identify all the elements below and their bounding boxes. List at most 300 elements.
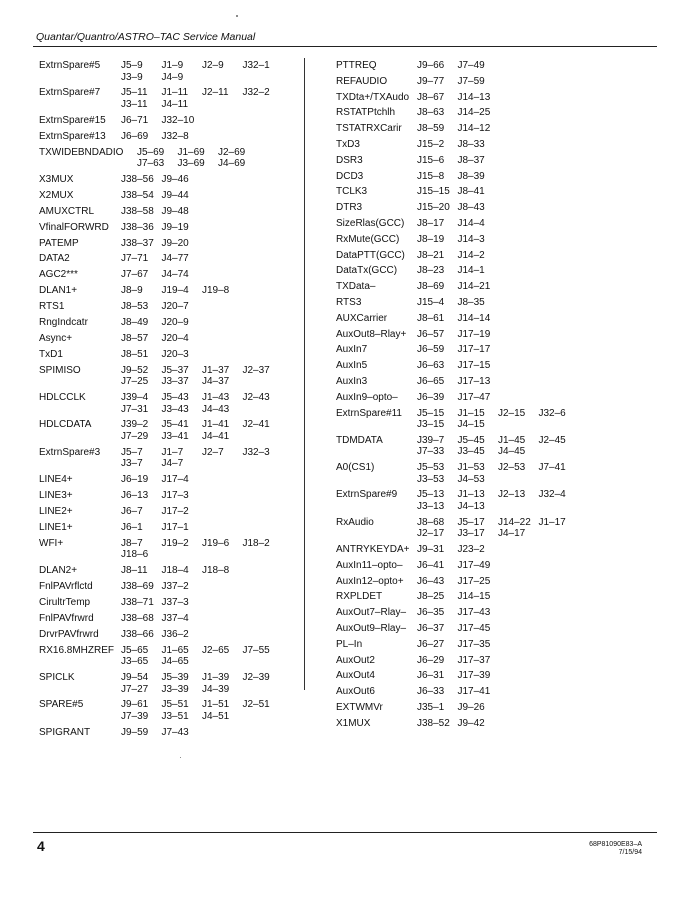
connector-pins xyxy=(417,155,656,167)
pin-ref: J3–17 xyxy=(457,528,485,540)
pin-ref: J1–69 xyxy=(177,146,205,158)
pin-ref: J39–4 xyxy=(121,392,149,404)
signal-row xyxy=(39,645,339,668)
pin-ref: J35–1 xyxy=(417,701,445,713)
connector-pins xyxy=(121,87,339,110)
pin-line xyxy=(137,147,339,159)
connector-pins xyxy=(417,639,656,651)
signal-name: ExtrnSpare#15 xyxy=(39,114,106,126)
pin-ref: J6–69 xyxy=(121,130,149,142)
pin-line xyxy=(417,462,656,474)
pin-ref: J3–69 xyxy=(177,158,205,170)
pin-ref: J7–25 xyxy=(121,376,149,388)
signal-row xyxy=(336,517,656,540)
scan-speck xyxy=(180,757,181,758)
pin-line xyxy=(417,171,656,183)
pin-line xyxy=(417,544,656,556)
signal-row xyxy=(336,281,656,293)
connector-pins xyxy=(121,672,339,695)
pin-line xyxy=(121,656,339,668)
pin-ref: J17–39 xyxy=(457,670,491,682)
pin-line xyxy=(121,565,339,577)
pin-line xyxy=(121,72,339,84)
pin-line xyxy=(121,684,339,696)
signal-row xyxy=(336,560,656,572)
signal-name: AuxIn9–opto– xyxy=(336,391,398,403)
pin-ref: J38–66 xyxy=(121,628,154,640)
pin-ref: J4–41 xyxy=(202,430,230,442)
signal-name: LINE1+ xyxy=(39,521,73,533)
pin-line xyxy=(417,265,656,277)
pin-ref: J14–12 xyxy=(457,123,491,135)
pin-ref: J32–2 xyxy=(242,87,270,99)
signal-name: AuxOut6 xyxy=(336,686,375,698)
connector-pins xyxy=(121,317,339,329)
connector-pins xyxy=(121,392,339,415)
connector-pins xyxy=(417,360,656,372)
connector-pins xyxy=(121,131,339,143)
connector-pins xyxy=(121,727,339,739)
pin-line xyxy=(121,629,339,641)
pin-ref: J2–41 xyxy=(242,419,270,431)
connector-pins xyxy=(121,629,339,641)
pin-ref: J8–35 xyxy=(457,296,485,308)
pin-ref: J17–1 xyxy=(161,521,189,533)
pin-ref: J7–67 xyxy=(121,269,149,281)
signal-row xyxy=(336,607,656,619)
pin-ref: J4–69 xyxy=(218,158,246,170)
signal-name: SPIMISO xyxy=(39,364,81,376)
pin-ref: J2–11 xyxy=(202,87,229,99)
signal-name: AUXCarrier xyxy=(336,312,388,324)
pin-line xyxy=(417,123,656,135)
signal-name: TXWIDEBNDADIO xyxy=(39,146,124,158)
pin-ref: J17–15 xyxy=(457,360,491,372)
signal-row xyxy=(39,581,339,593)
pin-ref: J7–31 xyxy=(121,403,149,415)
pin-ref: J8–21 xyxy=(417,249,445,261)
pin-ref: J4–53 xyxy=(457,473,485,485)
pin-ref: J4–13 xyxy=(457,500,485,512)
connector-pins xyxy=(417,702,656,714)
pin-ref: J8–53 xyxy=(121,301,149,313)
pin-ref: J17–25 xyxy=(457,575,491,587)
pin-ref: J9–48 xyxy=(161,205,189,217)
connector-pins xyxy=(121,538,339,561)
signal-name: ExtrnSpare#11 xyxy=(336,407,402,419)
signal-name: PATEMP xyxy=(39,237,79,249)
connector-pins xyxy=(417,376,656,388)
pin-ref: J8–57 xyxy=(121,332,149,344)
pin-ref: J8–43 xyxy=(457,202,485,214)
signal-name: TXDta+/TXAudo xyxy=(336,91,410,103)
connector-pins xyxy=(417,576,656,588)
pin-ref: J1–39 xyxy=(202,672,230,683)
document-number xyxy=(589,841,642,857)
pin-line xyxy=(121,522,339,534)
pin-ref: J5–51 xyxy=(161,699,189,711)
pin-ref: J6–63 xyxy=(417,360,445,372)
signal-row xyxy=(39,115,339,127)
pin-line xyxy=(121,711,339,723)
pin-ref: J14–25 xyxy=(457,107,491,119)
signal-name: AMUXCTRL xyxy=(39,205,95,217)
pin-line xyxy=(121,538,339,550)
pin-ref: J4–65 xyxy=(161,656,189,668)
connector-pins xyxy=(121,419,339,442)
pin-ref: J1–7 xyxy=(161,446,184,458)
pin-ref: J3–65 xyxy=(121,656,149,668)
signal-row xyxy=(336,376,656,388)
signal-name: DSR3 xyxy=(336,154,363,166)
pin-line xyxy=(121,60,339,72)
signal-row xyxy=(336,202,656,214)
signal-row xyxy=(39,506,339,518)
pin-ref: J17–37 xyxy=(457,654,491,666)
pin-ref: J7–29 xyxy=(121,430,149,442)
pin-line xyxy=(417,623,656,635)
signal-row xyxy=(39,419,339,442)
signal-row xyxy=(39,285,339,297)
signal-row xyxy=(336,92,656,104)
signal-name: VfinalFORWRD xyxy=(39,221,109,233)
signal-name: AuxIn5 xyxy=(336,360,368,372)
signal-row xyxy=(336,623,656,635)
pin-line xyxy=(121,597,339,609)
pin-ref: J20–4 xyxy=(161,332,189,344)
signal-name: RxAudio xyxy=(336,516,374,528)
pin-ref: J6–35 xyxy=(417,607,445,619)
signal-row xyxy=(39,597,339,609)
pin-ref: J7–63 xyxy=(137,158,165,170)
pin-ref: J3–15 xyxy=(417,419,445,431)
pin-ref: J38–69 xyxy=(121,581,154,593)
signal-name: WFI+ xyxy=(39,537,64,549)
pin-ref: J9–52 xyxy=(121,364,149,376)
signal-name: TCLK3 xyxy=(336,186,368,198)
signal-row xyxy=(336,655,656,667)
pin-ref: J2–51 xyxy=(242,699,270,711)
signal-row xyxy=(336,218,656,230)
signal-row xyxy=(336,686,656,698)
pin-ref: J32–1 xyxy=(242,60,270,71)
signal-row xyxy=(39,699,339,722)
pin-line xyxy=(121,99,339,111)
signal-row xyxy=(39,349,339,361)
signal-row xyxy=(39,317,339,329)
pin-ref: J7–27 xyxy=(121,683,149,695)
pin-ref: J14–3 xyxy=(457,233,485,245)
pin-ref: J5–13 xyxy=(417,489,445,501)
pin-line xyxy=(417,576,656,588)
pin-ref: J8–23 xyxy=(417,265,445,277)
signal-row xyxy=(39,147,339,170)
signal-name: TxD1 xyxy=(39,348,63,360)
pin-ref: J15–15 xyxy=(417,186,450,198)
pin-line xyxy=(417,76,656,88)
pin-ref: J32–4 xyxy=(538,489,566,501)
pin-line xyxy=(121,253,339,265)
signal-name: AuxOut4 xyxy=(336,670,375,682)
pin-ref: J7–71 xyxy=(121,253,149,265)
connector-pins xyxy=(417,250,656,262)
pin-line xyxy=(121,506,339,518)
pin-line xyxy=(417,686,656,698)
signal-row xyxy=(336,639,656,651)
connector-pins xyxy=(417,123,656,135)
pin-line xyxy=(417,250,656,262)
pin-line xyxy=(417,501,656,513)
pin-ref: J9–19 xyxy=(161,221,189,233)
connector-pins xyxy=(121,613,339,625)
signal-row xyxy=(39,238,339,250)
pin-ref: J2–39 xyxy=(242,672,270,683)
signal-name: DLAN1+ xyxy=(39,285,78,297)
pin-ref: J38–37 xyxy=(121,237,154,249)
signal-name: PTTREQ xyxy=(336,60,377,71)
pin-line xyxy=(121,672,339,684)
pin-ref: J4–9 xyxy=(161,71,184,83)
connector-pins xyxy=(417,623,656,635)
connector-pins xyxy=(417,329,656,341)
signal-name: CirultrTemp xyxy=(39,596,91,608)
signal-row xyxy=(39,174,339,186)
signal-row xyxy=(39,629,339,641)
pin-ref: J14–21 xyxy=(457,281,491,293)
pin-ref: J7–59 xyxy=(457,75,485,87)
pin-line xyxy=(417,474,656,486)
connector-pins xyxy=(417,313,656,325)
signal-name: AGC2*** xyxy=(39,269,78,281)
pin-ref: J39–2 xyxy=(121,419,149,431)
signal-name: ExtrnSpare#9 xyxy=(336,489,398,501)
pin-ref: J9–46 xyxy=(161,173,189,185)
pin-ref: J9–20 xyxy=(161,237,189,249)
pin-line xyxy=(121,490,339,502)
pin-ref: J3–51 xyxy=(161,710,189,722)
pin-ref: J3–43 xyxy=(161,403,189,415)
connector-pins xyxy=(121,522,339,534)
signal-name: AuxOut9–Rlay– xyxy=(336,623,407,634)
pin-ref: J5–39 xyxy=(161,672,189,683)
pin-ref: J4–17 xyxy=(498,528,526,540)
pin-ref: J2–7 xyxy=(202,446,224,458)
connector-pins xyxy=(417,435,656,458)
signal-row xyxy=(39,565,339,577)
pin-ref: J9–42 xyxy=(457,717,485,729)
signal-name: RTS3 xyxy=(336,296,362,308)
connector-pins xyxy=(121,301,339,313)
pin-ref: J5–69 xyxy=(137,146,165,158)
pin-ref: J2–37 xyxy=(242,364,270,376)
signal-row xyxy=(336,250,656,262)
pin-ref: J7–41 xyxy=(538,462,566,474)
signal-name: DataPTT(GCC) xyxy=(336,249,405,261)
pin-line xyxy=(121,87,339,99)
pin-ref: J14–14 xyxy=(457,312,491,324)
pin-ref: J1–37 xyxy=(202,364,230,376)
pin-ref: J5–17 xyxy=(457,516,485,528)
pin-ref: J6–7 xyxy=(121,505,143,517)
pin-line xyxy=(417,408,656,420)
connector-pins xyxy=(417,218,656,230)
pin-ref: J5–11 xyxy=(121,87,148,99)
pin-ref: J6–37 xyxy=(417,623,445,634)
pin-ref: J38–52 xyxy=(417,717,450,729)
pin-line xyxy=(417,607,656,619)
pin-ref: J14–22 xyxy=(498,516,531,528)
pin-line xyxy=(121,131,339,143)
signal-row xyxy=(336,60,656,72)
pin-ref: J20–9 xyxy=(161,316,189,328)
connector-pins xyxy=(121,597,339,609)
pin-ref: J6–19 xyxy=(121,474,149,486)
pin-line xyxy=(417,202,656,214)
pin-line xyxy=(121,376,339,388)
pin-ref: J8–51 xyxy=(121,348,149,360)
signal-row xyxy=(336,107,656,119)
signal-row xyxy=(39,269,339,281)
pin-ref: J1–45 xyxy=(498,434,526,446)
connector-pins xyxy=(121,581,339,593)
pin-line xyxy=(417,344,656,356)
pin-ref: J6–27 xyxy=(417,638,445,650)
signal-row xyxy=(39,253,339,265)
pin-ref: J8–63 xyxy=(417,107,445,119)
signal-name: AuxOut2 xyxy=(336,654,375,666)
pin-ref: J1–15 xyxy=(457,407,485,419)
pin-ref: J6–29 xyxy=(417,654,445,666)
connector-pins xyxy=(121,253,339,265)
connector-pins xyxy=(417,489,656,512)
signal-name: TSTATRXCarir xyxy=(336,123,402,135)
pin-line xyxy=(137,158,339,170)
signal-row xyxy=(39,333,339,345)
pin-line xyxy=(121,269,339,281)
connector-pins xyxy=(417,544,656,556)
pin-ref: J5–7 xyxy=(121,446,143,458)
pin-ref: J8–25 xyxy=(417,591,445,603)
connector-pins xyxy=(417,462,656,485)
signal-name: DLAN2+ xyxy=(39,565,78,577)
pin-line xyxy=(417,489,656,501)
signal-name: RSTATPtchlh xyxy=(336,107,396,119)
pin-ref: J2–53 xyxy=(498,462,526,474)
pin-ref: J17–35 xyxy=(457,638,491,650)
pin-ref: J4–7 xyxy=(161,458,184,470)
signal-name: RXPLDET xyxy=(336,591,383,603)
pin-ref: J5–9 xyxy=(121,60,143,71)
pin-ref: J17–41 xyxy=(457,686,491,698)
pin-line xyxy=(417,446,656,458)
connector-pins xyxy=(417,92,656,104)
pin-ref: J4–39 xyxy=(202,683,230,695)
signal-row xyxy=(39,447,339,470)
pin-ref: J9–31 xyxy=(417,544,445,556)
pin-ref: J4–43 xyxy=(202,403,230,415)
pin-ref: J3–37 xyxy=(161,376,189,388)
pin-ref: J38–71 xyxy=(121,596,154,608)
pin-line xyxy=(417,591,656,603)
signal-name: RngIndcatr xyxy=(39,316,88,328)
pin-ref: J37–2 xyxy=(161,581,189,593)
signal-name: DCD3 xyxy=(336,170,364,182)
connector-pins xyxy=(417,560,656,572)
signal-row xyxy=(39,538,339,561)
connector-pins xyxy=(417,344,656,356)
pin-ref: J5–41 xyxy=(161,419,189,431)
pin-line xyxy=(121,301,339,313)
pin-ref: J2–65 xyxy=(202,644,230,656)
signal-name: AuxIn3 xyxy=(336,375,368,387)
connector-pins xyxy=(121,115,339,127)
signal-name: Async+ xyxy=(39,332,73,344)
signal-name: HDLCCLK xyxy=(39,392,86,404)
signal-name: FnlPAVrflctd xyxy=(39,581,93,593)
pin-ref: J4–45 xyxy=(498,446,526,458)
pin-ref: J38–68 xyxy=(121,612,154,624)
pin-ref: J17–17 xyxy=(457,344,491,356)
pin-ref: J5–43 xyxy=(161,392,189,404)
signal-name: TXData– xyxy=(336,281,376,293)
signal-row xyxy=(39,301,339,313)
signal-name: ExtrnSpare#13 xyxy=(39,130,106,142)
pin-ref: J2–17 xyxy=(417,528,445,540)
pin-ref: J4–77 xyxy=(161,253,189,265)
signal-row xyxy=(336,702,656,714)
pin-ref: J1–53 xyxy=(457,462,485,474)
footer-rule xyxy=(33,832,657,833)
pin-ref: J17–13 xyxy=(457,375,491,387)
pin-ref: J18–6 xyxy=(121,549,149,561)
pin-ref: J9–61 xyxy=(121,699,149,711)
connector-pins xyxy=(121,565,339,577)
pin-ref: J14–13 xyxy=(457,91,491,103)
signal-row xyxy=(336,670,656,682)
signal-row xyxy=(39,392,339,415)
pin-ref: J6–71 xyxy=(121,114,149,126)
pin-ref: J2–43 xyxy=(242,392,270,404)
signal-name: TxD3 xyxy=(336,138,360,150)
pin-ref: J14–1 xyxy=(457,265,485,277)
pin-ref: J6–57 xyxy=(417,328,445,340)
pin-line xyxy=(121,392,339,404)
pin-line xyxy=(121,190,339,202)
pin-ref: J20–3 xyxy=(161,348,189,360)
pin-ref: J17–2 xyxy=(161,505,189,517)
pin-ref: J15–20 xyxy=(417,202,450,214)
connector-pins xyxy=(121,269,339,281)
pin-line xyxy=(121,458,339,470)
signal-name: HDLCDATA xyxy=(39,419,92,431)
signal-name: LINE2+ xyxy=(39,505,73,517)
pin-ref: J6–13 xyxy=(121,490,149,502)
pin-ref: J39–7 xyxy=(417,434,445,446)
connector-pins xyxy=(417,655,656,667)
pin-ref: J8–11 xyxy=(121,565,148,577)
pin-ref: J7–55 xyxy=(242,644,270,656)
signal-row xyxy=(39,365,339,388)
pin-line xyxy=(417,517,656,529)
signal-name: DTR3 xyxy=(336,202,363,214)
pin-line xyxy=(417,155,656,167)
pin-line xyxy=(121,317,339,329)
signal-name: X1MUX xyxy=(336,717,371,729)
pin-line xyxy=(121,699,339,711)
pin-ref: J8–59 xyxy=(417,123,445,135)
pin-ref: J14–4 xyxy=(457,217,485,229)
pin-ref: J6–65 xyxy=(417,375,445,387)
